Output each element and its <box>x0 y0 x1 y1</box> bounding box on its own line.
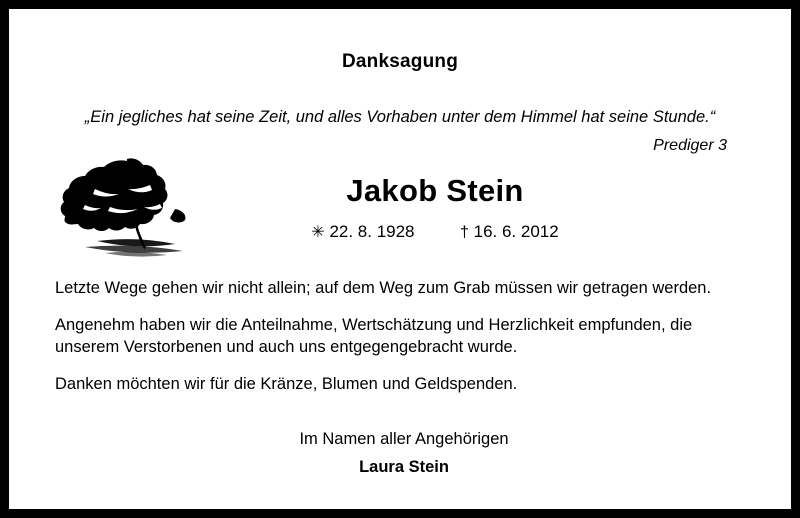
body-text <box>55 278 745 395</box>
paragraph: Danken möchten wir für die Kränze, Blumen und Geldspenden. <box>55 374 518 393</box>
birth-star-icon: ✳ <box>311 224 325 242</box>
signature: Laura Stein <box>359 457 449 476</box>
name-block <box>55 173 745 242</box>
page-title: Danksagung <box>341 51 459 72</box>
closing-line: Im Namen aller Angehörigen <box>299 429 509 448</box>
deceased-name: Jakob Stein <box>346 173 524 209</box>
closing-block <box>55 430 745 477</box>
card-inner <box>9 9 791 509</box>
paragraph: Letzte Wege gehen wir nicht allein; auf dem Weg zum Grab müssen wir getragen werden. <box>55 279 712 298</box>
birth-date: 22. 8. 1928 <box>329 222 415 242</box>
paragraph: Angenehm haben wir die Anteilnahme, Wertschätzung und Herzlichkeit empfunden, die unserem Verstorbenen und auch uns entgegengebracht wurde. <box>55 316 693 356</box>
death-cross-icon: † <box>459 224 469 242</box>
quote-source: Prediger 3 <box>653 137 727 155</box>
death-date: 16. 6. 2012 <box>473 222 559 242</box>
life-dates <box>55 222 745 242</box>
quote-text: „Ein jegliches hat seine Zeit, und alles Vorhaben unter dem Himmel hat seine Stunde.“ <box>84 108 716 126</box>
